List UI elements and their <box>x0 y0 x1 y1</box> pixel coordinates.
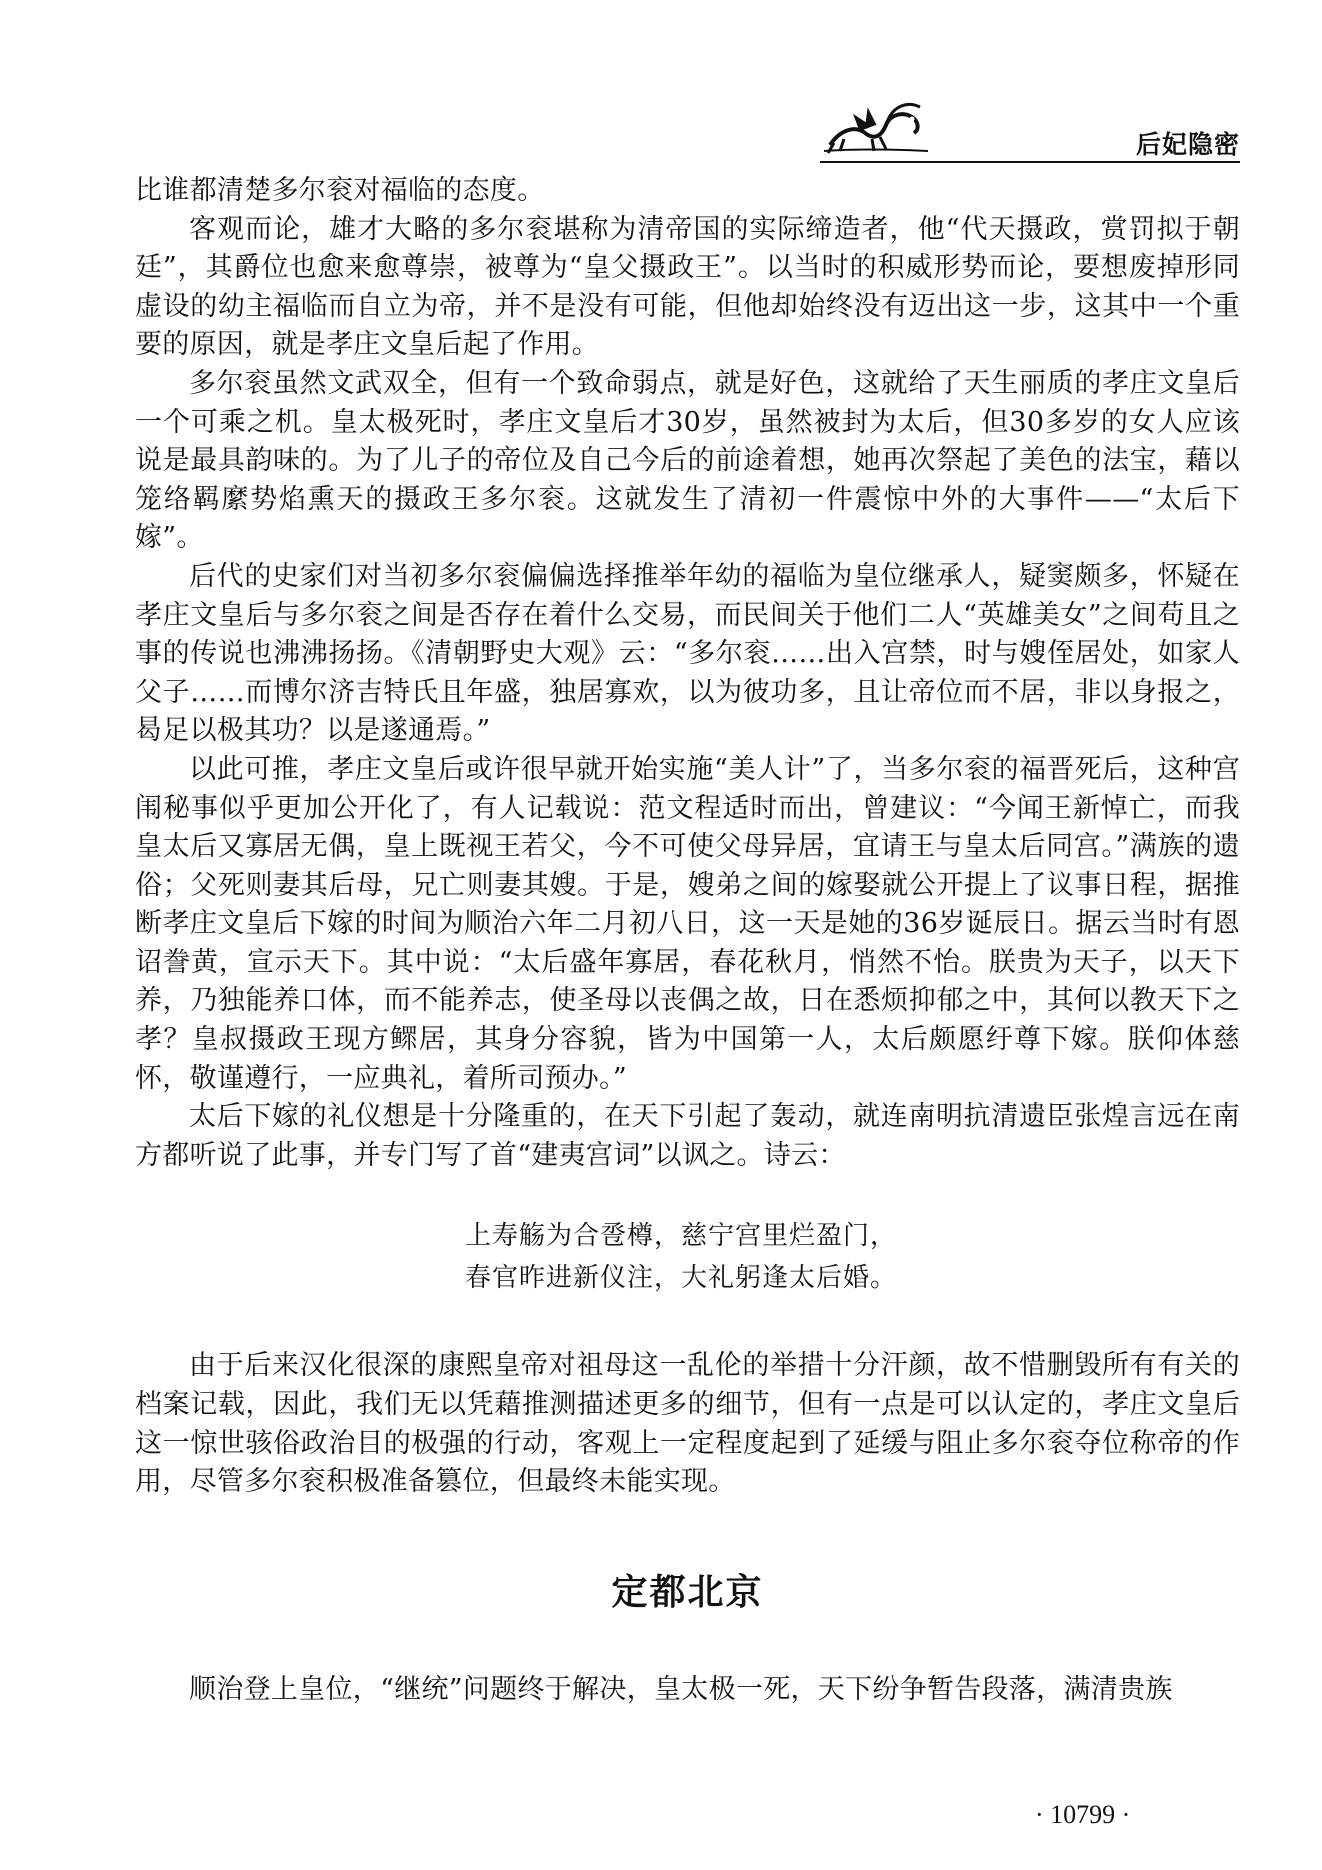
paragraph: 太后下嫁的礼仪想是十分隆重的，在天下引起了轰动，就连南明抗清遗臣张煌言远在南方都听说了此事，并专门写了首“建夷宫词”以讽之。诗云： <box>135 1101 1240 1171</box>
poem <box>465 1215 1240 1299</box>
dragon-icon <box>820 95 930 155</box>
header-rule <box>820 161 1240 163</box>
article-body <box>135 172 1240 1709</box>
paragraph: 客观而论，雄才大略的多尔衮堪称为清帝国的实际缔造者，他“代天摄政，赏罚拟于朝廷”，其爵位也愈来愈尊崇，被尊为“皇父摄政王”。以当时的积威形势而论，要想废掉形同虚设的幼主福临而自立为帝，并不是没有可能，但他却始终没有迈出这一步，这其中一个重要的原因，就是孝庄文皇后起了作用。 <box>135 213 1240 361</box>
paragraph: 以此可推，孝庄文皇后或许很早就开始实施“美人计”了，当多尔衮的福晋死后，这种宫闱秘事似乎更加公开化了，有人记载说：范文程适时而出，曾建议：“今闻王新悼亡，而我皇太后又寡居无偶，皇上既视王若父，今不可使父母异居，宜请王与皇太后同宫。”满族的遗俗；父死则妻其后母，兄亡则妻其嫂。于是，嫂弟之间的嫁娶就公开提上了议事日程，据推断孝庄文皇后下嫁的时间为顺治六年二月初八日，这一天是她的36岁诞辰日。据云当时有恩诏誊黄，宣示天下。其中说：“太后盛年寡居，春花秋月，悄然不怡。朕贵为天子，以天下养，乃独能养口体，而不能养志，使圣母以丧偶之故，日在悉烦抑郁之中，其何以教天下之孝？皇叔摄政王现方鳏居，其身分容貌，皆为中国第一人，太后颇愿纡尊下嫁。朕仰体慈怀，敬谨遵行，一应典礼，着所司预办。” <box>135 753 1240 1094</box>
paragraph: 比谁都清楚多尔衮对福临的态度。 <box>135 175 545 206</box>
poem-line: 春官昨进新仪注，大礼躬逢太后婚。 <box>465 1263 898 1294</box>
paragraph: 由于后来汉化很深的康熙皇帝对祖母这一乱伦的举措十分汗颜，故不惜删毁所有有关的档案记载，因此，我们无以凭藉推测描述更多的细节，但有一点是可以认定的，孝庄文皇后这一惊世骇俗政治目的极强的行动，客观上一定程度起到了延缓与阻止多尔衮夺位称帝的作用，尽管多尔衮积极准备篡位，但最终未能实现。 <box>135 1350 1240 1498</box>
poem-line: 上寿觞为合卺樽，慈宁宫里烂盈门， <box>465 1221 898 1252</box>
page-header <box>820 95 1240 165</box>
running-header-title: 后妃隐密 <box>1135 130 1240 159</box>
section-title: 定都北京 <box>611 1571 764 1613</box>
paragraph: 后代的史家们对当初多尔衮偏偏选择推举年幼的福临为皇位继承人，疑窦颇多，怀疑在孝庄文皇后与多尔衮之间是否存在着什么交易，而民间关于他们二人“英雄美女”之间苟且之事的传说也沸沸扬扬。《清朝野史大观》云：“多尔衮……出入宫禁，时与嫂侄居处，如家人父子……而博尔济吉特氏且年盛，独居寡欢，以为彼功多，且让帝位而不居，非以身报之，曷足以极其功？以是遂通焉。” <box>135 560 1240 747</box>
page-number: · 10799 · <box>1035 1800 1131 1829</box>
paragraph: 顺治登上皇位，“继统”问题终于解决，皇太极一死，天下纷争暂告段落，满清贵族 <box>189 1673 1173 1705</box>
paragraph: 多尔衮虽然文武双全，但有一个致命弱点，就是好色，这就给了天生丽质的孝庄文皇后一个可乘之机。皇太极死时，孝庄文皇后才30岁，虽然被封为太后，但30多岁的女人应该说是最具韵味的。为了儿子的帝位及自己今后的前途着想，她再次祭起了美色的法宝，藉以笼络羁縻势焰熏天的摄政王多尔衮。这就发生了清初一件震惊中外的大事件——“太后下嫁”。 <box>135 367 1240 554</box>
